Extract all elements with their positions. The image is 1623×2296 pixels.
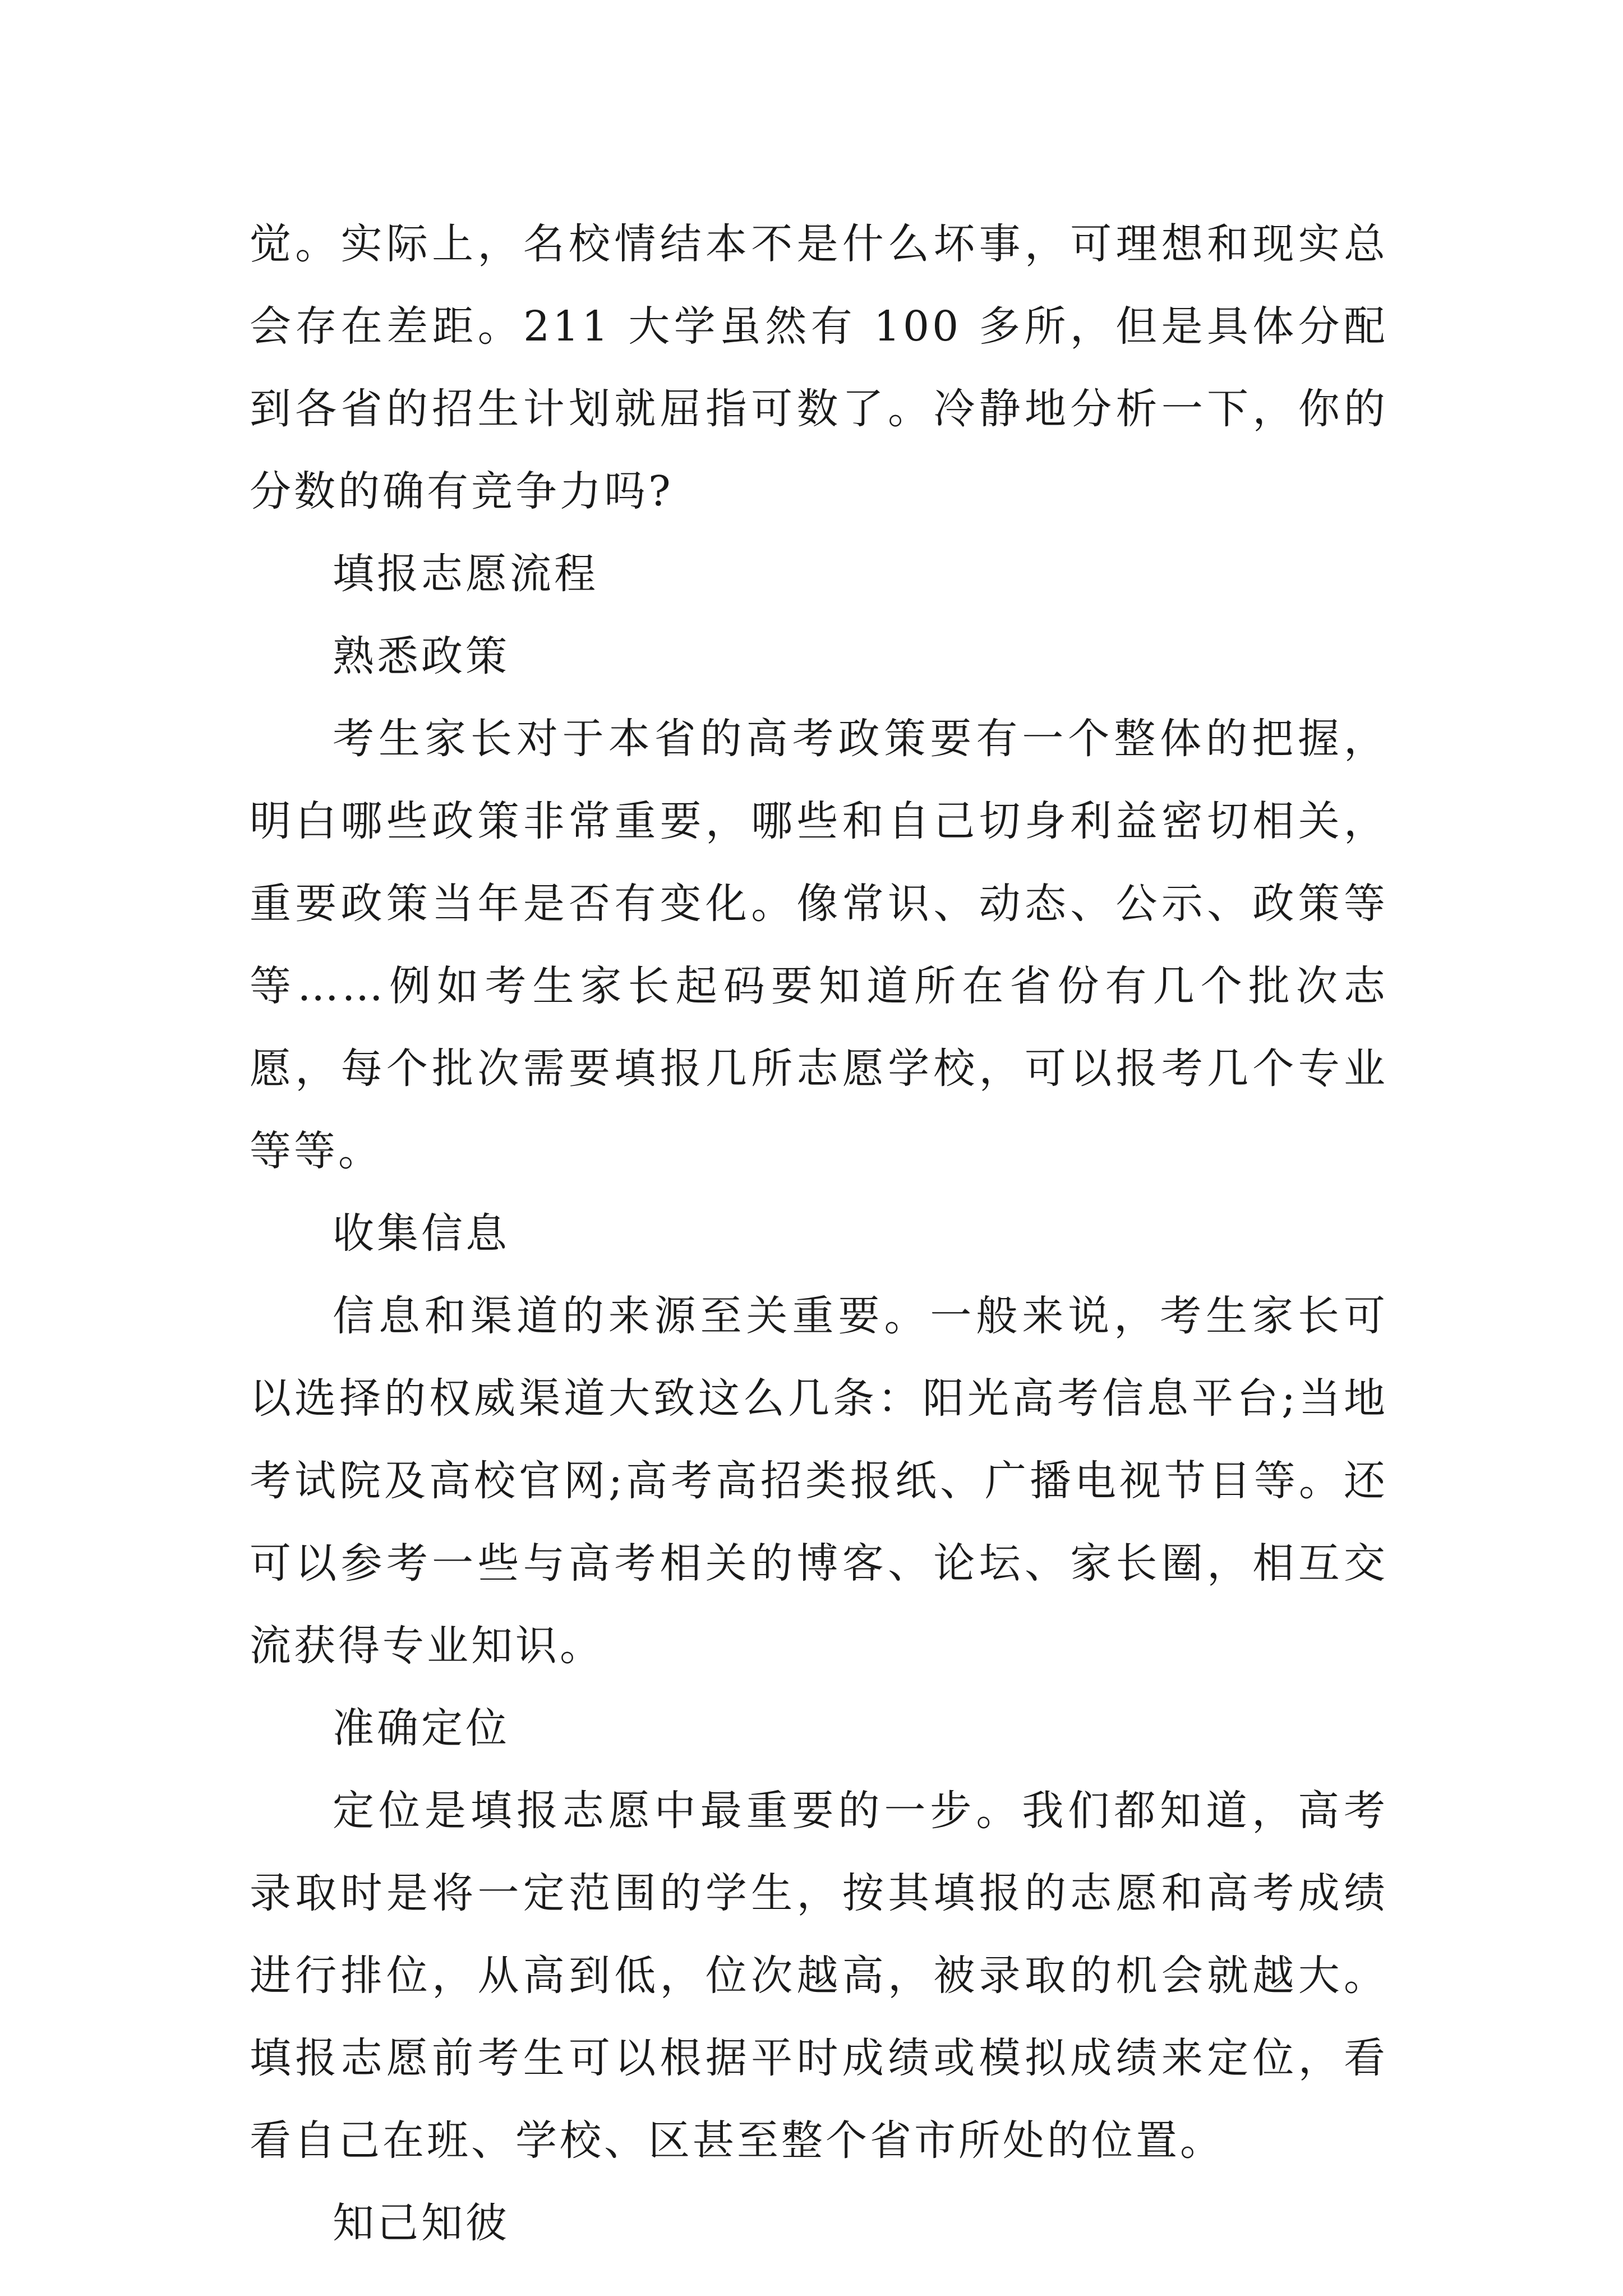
paragraph-intro-continued: 觉。实际上，名校情结本不是什么坏事，可理想和现实总会存在差距。211 大学虽然有 100 多所，但是具体分配到各省的招生计划就屈指可数了。冷静地分析一下，你的分数的确有竞争力吗? <box>250 220 1388 516</box>
section-heading-know-yourself: 知己知彼 <box>333 2199 510 2247</box>
paragraph-collect-info: 信息和渠道的来源至关重要。一般来说，考生家长可以选择的权威渠道大致这么几条：阳光高考信息平台;当地考试院及高校官网;高考高招类报纸、广播电视节目等。还可以参考一些与高考相关的博客、论坛、家长圈，相互交流获得专业知识。 <box>250 1292 1388 1670</box>
section-heading-positioning: 准确定位 <box>333 1704 510 1752</box>
paragraph-positioning: 定位是填报志愿中最重要的一步。我们都知道，高考录取时是将一定范围的学生，按其填报的志愿和高考成绩进行排位，从高到低，位次越高，被录取的机会就越大。填报志愿前考生可以根据平时成绩或模拟成绩来定位，看看自己在班、学校、区甚至整个省市所处的位置。 <box>250 1787 1388 2165</box>
paragraph-policy: 考生家长对于本省的高考政策要有一个整体的把握，明白哪些政策非常重要，哪些和自己切身利益密切相关，重要政策当年是否有变化。像常识、动态、公示、政策等等……例如考生家长起码要知道所在省份有几个批次志愿，每个批次需要填报几所志愿学校，可以报考几个专业等等。 <box>250 715 1388 1175</box>
section-heading-policy: 熟悉政策 <box>333 632 510 680</box>
document-body <box>250 203 1388 2265</box>
section-heading-collect-info: 收集信息 <box>333 1209 510 1258</box>
section-heading-process: 填报志愿流程 <box>333 550 598 598</box>
